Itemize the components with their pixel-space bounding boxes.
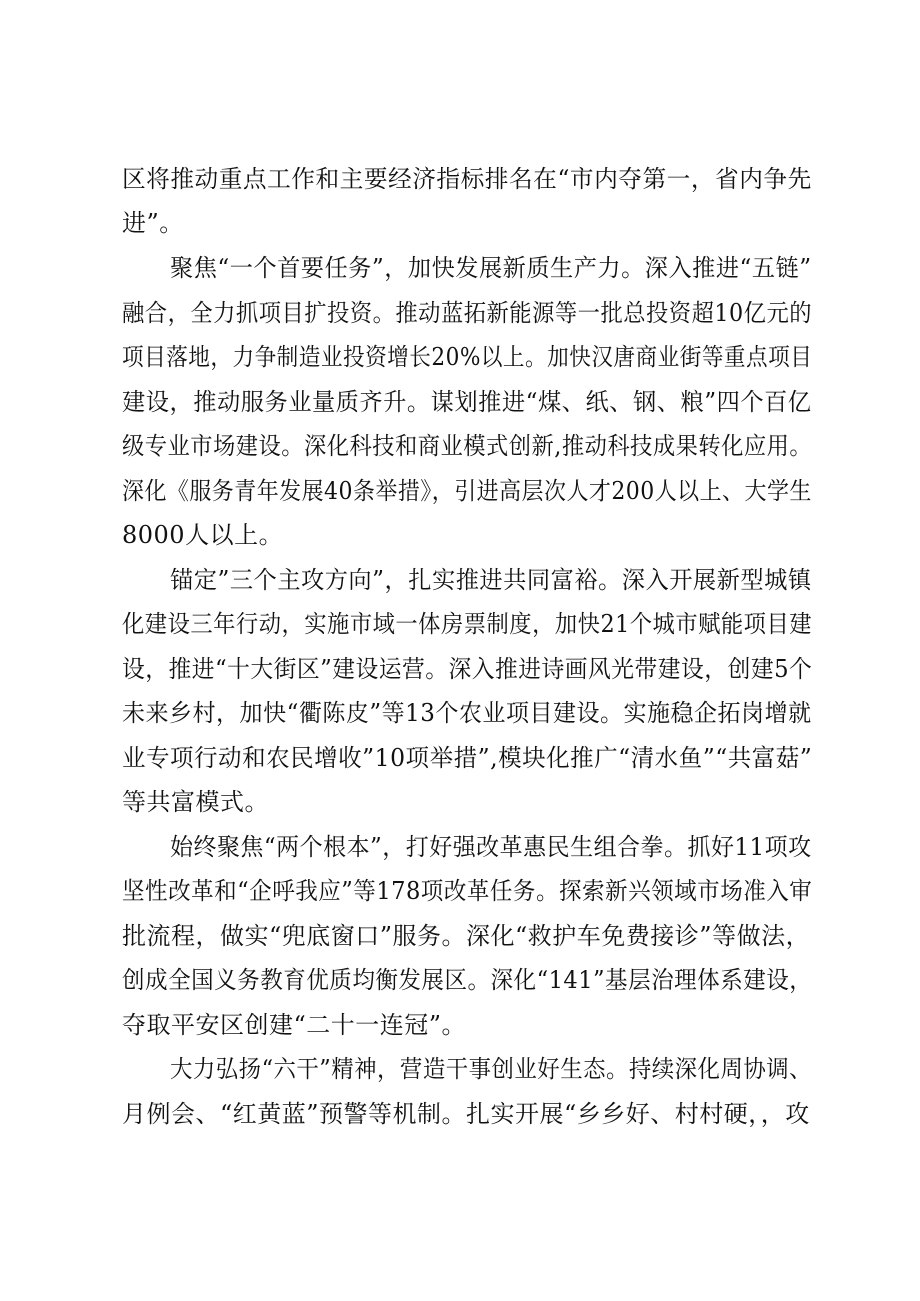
text-line: 设，推进“十大街区”建设运营。深入推进诗画风光带建设，创建5个 <box>122 655 813 683</box>
text-line: 聚焦“一个首要任务”，加快发展新质生产力。深入推进“五链” <box>170 254 812 282</box>
text-line: 区将推动重点工作和主要经济指标排名在“市内夺第一，省内争先 <box>122 165 812 193</box>
text-line: 进”。 <box>122 209 184 237</box>
text-line: 等共富模式。 <box>122 788 269 816</box>
text-line: 月例会、“红黄蓝”预警等机制。扎实开展“乡乡好、村村硬，，攻 <box>122 1100 810 1128</box>
text-line: 项目落地，力争制造业投资增长20%以上。加快汉唐商业街等重点项目 <box>122 343 813 371</box>
text-line: 始终聚焦“两个根本”，打好强改革惠民生组合拳。抓好11项攻 <box>170 833 812 861</box>
text-line: 未来乡村，加快“衢陈皮”等13个农业项目建设。实施稳企拓岗增就 <box>122 699 812 727</box>
text-line: 批流程，做实“兜底窗口”服务。深化“救护车免费接诊”等做法， <box>122 922 811 950</box>
text-line: 业专项行动和农民增收”10项举措”,模块化推广“清水鱼”“共富菇” <box>122 744 813 772</box>
text-line: 深化《服务青年发展40条举措》，引进高层次人才200人以上、大学生 <box>122 477 812 505</box>
text-line: 化建设三年行动，实施市域一体房票制度，加快21个城市赋能项目建 <box>122 610 813 638</box>
text-line: 坚性改革和“企呼我应”等178项改革任务。探索新兴领域市场准入审 <box>122 877 813 905</box>
text-line: 夺取平安区创建“二十一连冠”。 <box>122 1011 467 1039</box>
text-line: 创成全国义务教育优质均衡发展区。深化“141”基层治理体系建设， <box>122 966 813 994</box>
text-line: 级专业市场建设。深化科技和商业模式创新,推动科技成果转化应用。 <box>122 432 813 460</box>
text-line: 锚定”三个主攻方向”，扎实推进共同富裕。深入开展新型城镇 <box>170 566 812 594</box>
text-line: 8000人以上。 <box>122 521 284 549</box>
text-line: 大力弘扬“六干”精神，营造干事创业好生态。持续深化周协调、 <box>170 1055 813 1083</box>
text-line: 建设，推动服务业量质齐升。谋划推进“煤、纸、钢、粮”四个百亿 <box>122 388 812 416</box>
text-line: 融合，全力抓项目扩投资。推动蓝拓新能源等一批总投资超10亿元的 <box>122 299 813 327</box>
